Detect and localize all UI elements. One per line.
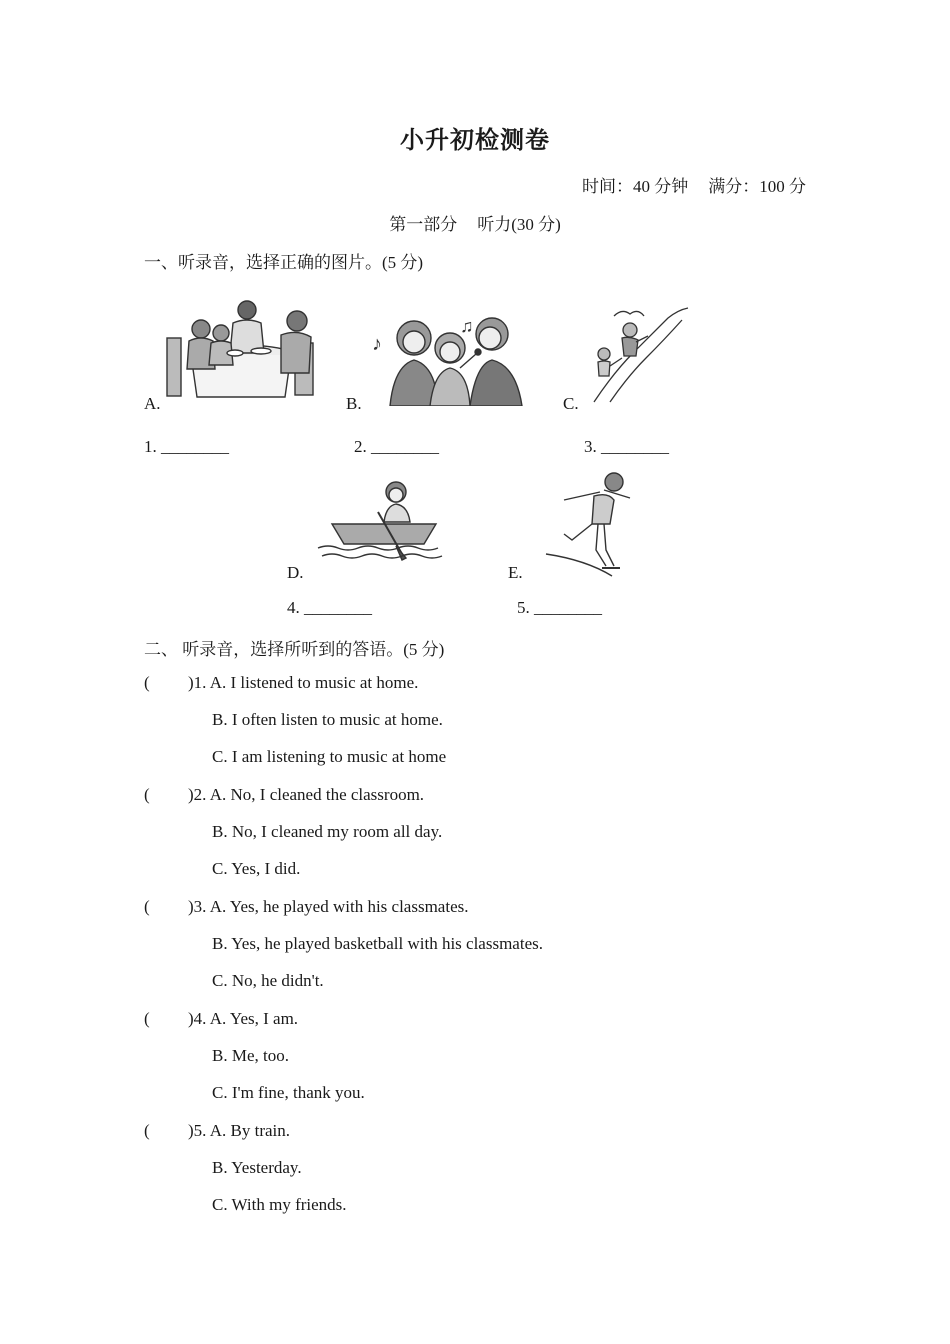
question-number: )4. — [188, 1009, 207, 1028]
answer-blank-4[interactable]: 4. ________ — [287, 598, 372, 617]
option-b: B. Yes, he played basketball with his classmates. — [212, 934, 543, 953]
svg-text:♫: ♫ — [460, 316, 474, 336]
section1-heading: 一、听录音，选择正确的图片。(5 分) — [144, 253, 424, 272]
option-c: C. I'm fine, thank you. — [212, 1083, 365, 1102]
question-number: )2. — [188, 785, 207, 804]
question-number: )1. — [188, 673, 207, 692]
rowing-boat-picture — [316, 478, 450, 564]
family-dinner-picture — [165, 293, 317, 399]
picture-letter-b: B. — [346, 394, 362, 413]
option-c: C. Yes, I did. — [212, 859, 301, 878]
climbing-picture — [590, 306, 692, 404]
answer-paren[interactable]: ( — [144, 1121, 150, 1140]
option-b: B. No, I cleaned my room all day. — [212, 822, 443, 841]
option-a: A. I listened to music at home. — [209, 673, 419, 692]
answer-blank-2[interactable]: 2. ________ — [354, 437, 439, 456]
exam-meta — [582, 172, 806, 197]
question-number: )3. — [188, 897, 207, 916]
question-5 — [144, 1121, 290, 1141]
answer-blank-3[interactable]: 3. ________ — [584, 437, 669, 456]
option-b: B. Me, too. — [212, 1046, 289, 1065]
question-4 — [144, 1009, 298, 1029]
skating-picture — [544, 470, 636, 578]
picture-letter-e: E. — [508, 563, 523, 582]
part-name: 第一部分 — [389, 215, 458, 234]
section2-heading: 二、 听录音，选择所听到的答语。(5 分) — [144, 640, 445, 659]
option-c: C. I am listening to music at home — [212, 747, 447, 766]
option-b: B. I often listen to music at home. — [212, 710, 443, 729]
option-c: C. No, he didn't. — [212, 971, 324, 990]
question-3 — [144, 897, 469, 917]
picture-letter-a: A. — [144, 394, 161, 413]
answer-blank-1[interactable]: 1. ________ — [144, 437, 229, 456]
answer-paren[interactable]: ( — [144, 785, 150, 804]
answer-paren[interactable]: ( — [144, 1009, 150, 1028]
singing-picture — [370, 312, 532, 406]
question-2 — [144, 785, 424, 805]
answer-paren[interactable]: ( — [144, 673, 150, 692]
page-title: 小升初检测卷 — [400, 126, 550, 154]
option-a: A. Yes, I am. — [209, 1009, 299, 1028]
full-score: 满分：100 分 — [708, 177, 806, 196]
answer-blank-5[interactable]: 5. ________ — [517, 598, 602, 617]
part-heading — [0, 210, 950, 235]
svg-text:♪: ♪ — [372, 333, 382, 355]
answer-paren[interactable]: ( — [144, 897, 150, 916]
picture-letter-d: D. — [287, 563, 304, 582]
question-number: )5. — [188, 1121, 207, 1140]
part-label: 听力(30 分) — [477, 215, 561, 234]
option-c: C. With my friends. — [212, 1195, 347, 1214]
picture-letter-c: C. — [563, 394, 579, 413]
time-limit: 时间：40 分钟 — [582, 177, 689, 196]
option-b: B. Yesterday. — [212, 1158, 302, 1177]
question-1 — [144, 673, 418, 693]
option-a: A. No, I cleaned the classroom. — [209, 785, 425, 804]
option-a: A. By train. — [209, 1121, 291, 1140]
option-a: A. Yes, he played with his classmates. — [209, 897, 469, 916]
